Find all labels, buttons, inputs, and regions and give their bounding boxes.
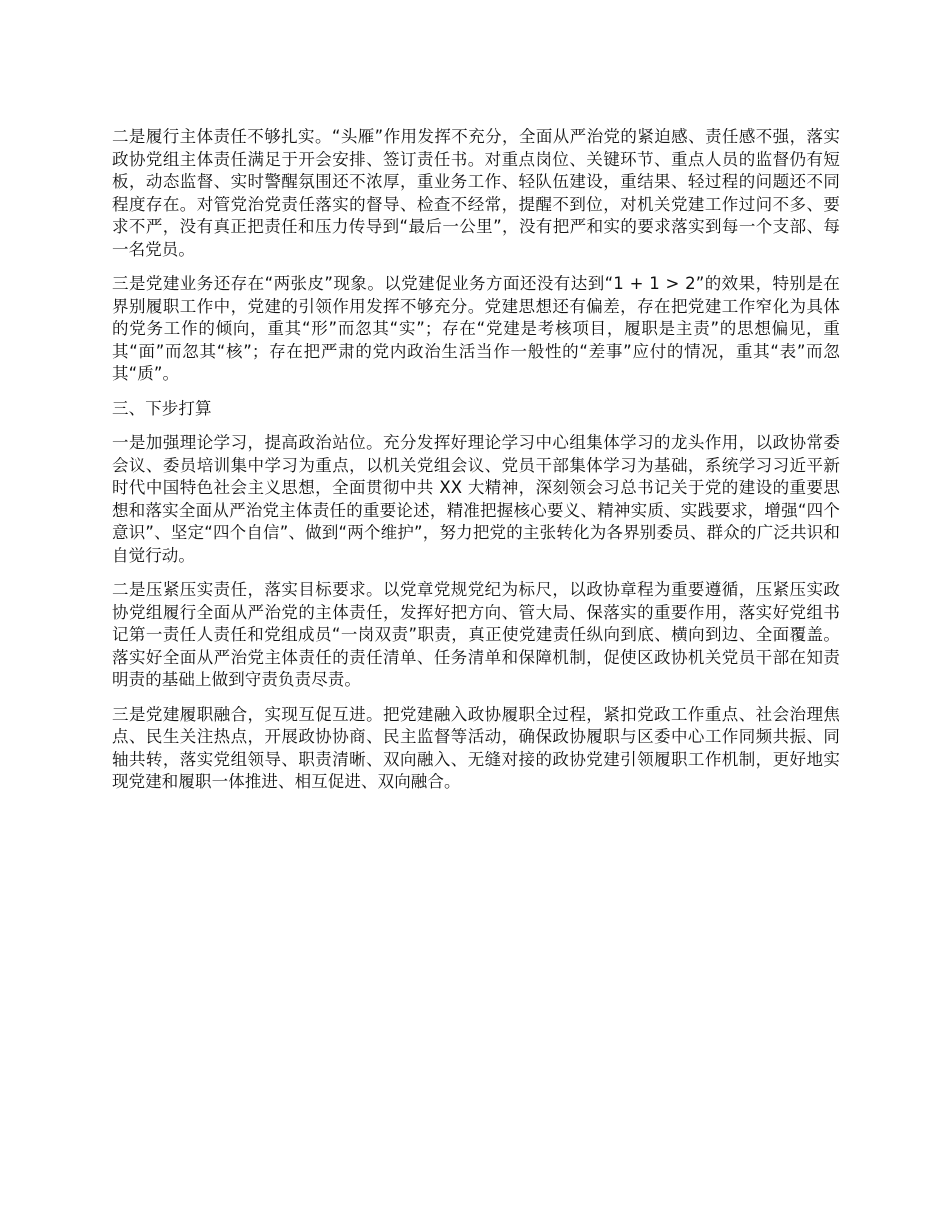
paragraph-two-skins-issue: 三是党建业务还存在“两张皮”现象。以党建促业务方面还没有达到“1 + 1 > 2”的效果，特别是在界别履职工作中，党建的引领作用发挥不够充分。党建思想还有偏差，存在把党建工作窄化为具体的党务工作的倾向，重其“形”而忽其“实”；存在“党建是考核项目，履职是主责”的思想偏见，重其“面”而忽其“核”；存在把严肃的党内政治生活当作一般性的“差事”应付的情况，重其“表”而忽其“质”。	[112, 274, 840, 383]
section-heading-next-steps: 三、下步打算	[112, 398, 212, 418]
paragraph-theory-study: 一是加强理论学习，提高政治站位。充分发挥好理论学习中心组集体学习的龙头作用，以政协常委会议、委员培训集中学习为重点，以机关党组会议、党员干部集体学习为基础，系统学习习近平新时代中国特色社会主义思想，全面贯彻中共 XX 大精神，深刻领会习总书记关于党的建设的重要思想和落实全面从严治党主体责任的重要论述，精准把握核心要义、精神实质、实践要求，增强“四个意识”、坚定“四个自信”、做到“两个维护”，努力把党的主张转化为各界别委员、群众的广泛共识和自觉行动。	[112, 433, 840, 565]
document-body	[112, 126, 840, 806]
paragraph-duty-responsibility: 二是履行主体责任不够扎实。“头雁”作用发挥不充分，全面从严治党的紧迫感、责任感不强，落实政协党组主体责任满足于开会安排、签订责任书。对重点岗位、关键环节、重点人员的监督仍有短板，动态监督、实时警醒氛围还不浓厚，重业务工作、轻队伍建设，重结果、轻过程的问题还不同程度存在。对管党治党责任落实的督导、检查不经常，提醒不到位，对机关党建工作过问不多、要求不严，没有真正把责任和压力传导到“最后一公里”，没有把严和实的要求落实到每一个支部、每一名党员。	[112, 127, 840, 259]
paragraph-responsibility-goals: 二是压紧压实责任，落实目标要求。以党章党规党纪为标尺，以政协章程为重要遵循，压紧压实政协党组履行全面从严治党的主体责任，发挥好把方向、管大局、保落实的重要作用，落实好党组书记第一责任人责任和党组成员“一岗双责”职责，真正使党建责任纵向到底、横向到边、全面覆盖。落实好全面从严治党主体责任的责任清单、任务清单和保障机制，促使区政协机关党员干部在知责明责的基础上做到守责负责尽责。	[112, 580, 840, 689]
paragraph-party-integration: 三是党建履职融合，实现互促互进。把党建融入政协履职全过程，紧扣党政工作重点、社会治理焦点、民生关注热点，开展政协协商、民主监督等活动，确保政协履职与区委中心工作同频共振、同轴共转，落实党组领导、职责清晰、双向融入、无缝对接的政协党建引领履职工作机制，更好地实现党建和履职一体推进、相互促进、双向融合。	[112, 704, 840, 791]
